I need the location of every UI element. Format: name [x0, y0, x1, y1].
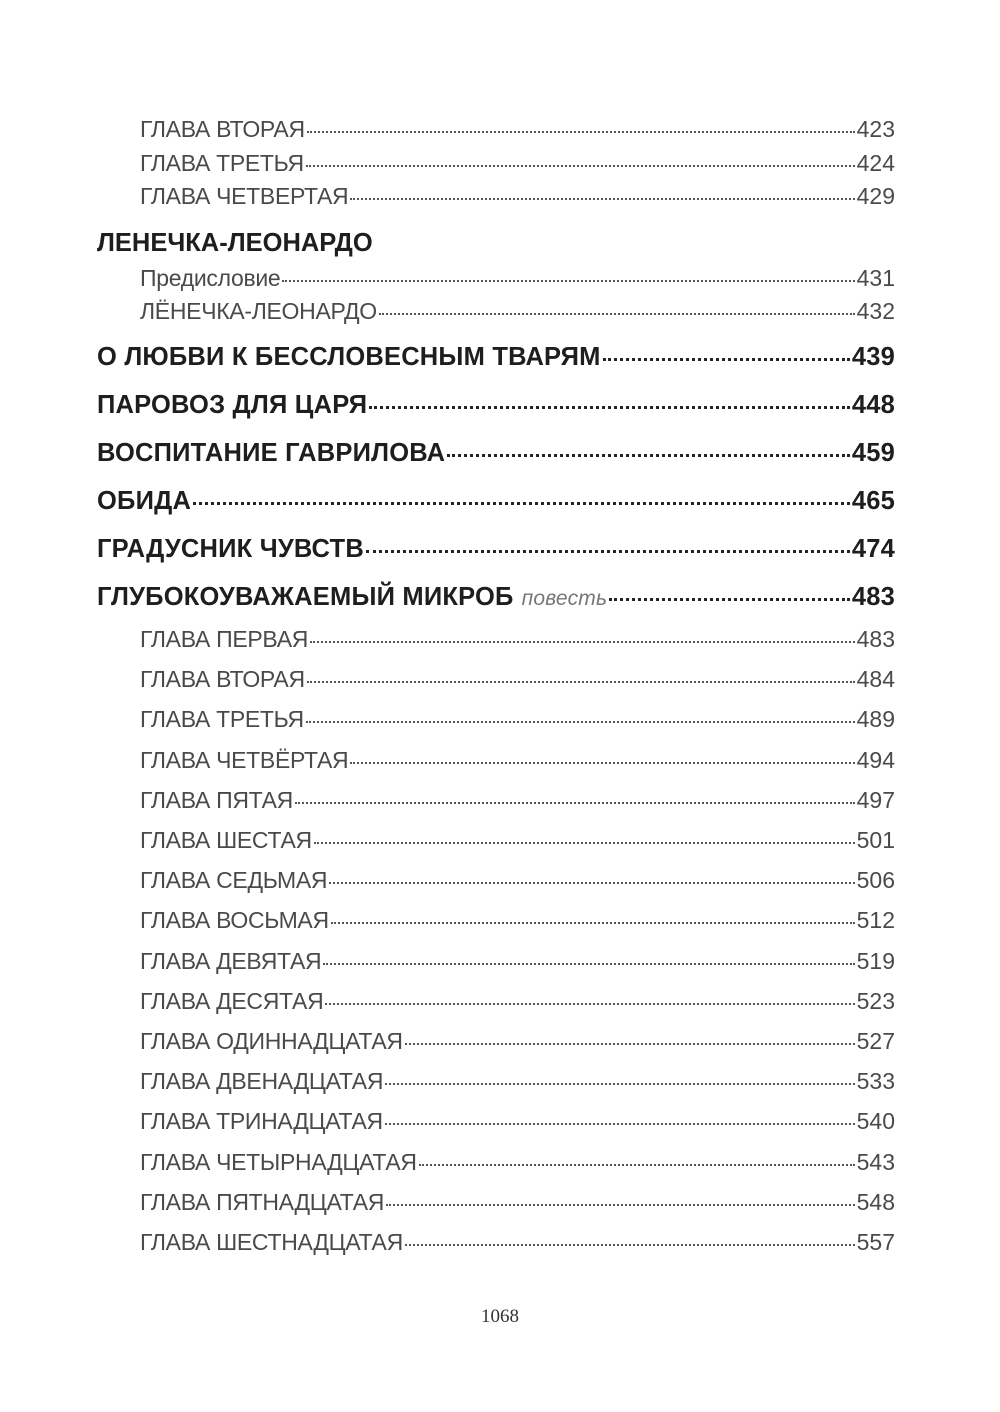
toc-entry-title: ГЛАВА ДЕВЯТАЯ: [140, 947, 322, 974]
toc-entry: [140, 1108, 895, 1140]
toc-entry: [97, 583, 895, 619]
toc-entry-note: повесть: [521, 587, 608, 610]
toc-entry-title: ГЛУБОКОУВАЖАЕМЫЙ МИКРОБ: [97, 583, 514, 611]
toc-entry-page: 465: [851, 487, 895, 515]
toc-entry-page: 523: [856, 987, 895, 1014]
toc-entry-page: 557: [856, 1229, 895, 1255]
toc-entry-title: ЛЕНЕЧКА-ЛЕОНАРДО: [97, 229, 373, 257]
toc-entry: [140, 867, 895, 899]
toc-entry: [140, 1189, 895, 1221]
toc-entry: [140, 626, 895, 658]
toc-entry-page: 439: [851, 343, 895, 371]
dot-leader: [331, 922, 855, 924]
dot-leader: [385, 1123, 855, 1125]
dot-leader: [405, 1043, 855, 1045]
toc-entry-page: 474: [851, 535, 895, 563]
toc-entry: [140, 150, 895, 182]
toc-entry-page: 483: [856, 626, 895, 652]
toc-entry: [140, 1149, 895, 1181]
toc-entry-title: ПАРОВОЗ ДЛЯ ЦАРЯ: [97, 391, 368, 419]
toc-entry: [140, 298, 895, 330]
toc-entry-title: О ЛЮБВИ К БЕССЛОВЕСНЫМ ТВАРЯМ: [97, 343, 601, 371]
toc-entry: [140, 988, 895, 1020]
dot-leader: [405, 1244, 855, 1246]
toc-entry: [140, 265, 895, 297]
dot-leader: [307, 131, 855, 133]
dot-leader: [366, 550, 850, 553]
toc-entry-page: 432: [856, 298, 895, 324]
dot-leader: [609, 598, 850, 601]
toc-entry-page: 459: [851, 439, 895, 467]
toc-entry-title: ГЛАВА ОДИННАДЦАТАЯ: [140, 1028, 403, 1054]
toc-entry-page: 424: [856, 150, 895, 176]
dot-leader: [350, 198, 854, 200]
toc-entry: [140, 948, 895, 980]
toc-entry: [140, 116, 895, 148]
dot-leader: [386, 1204, 855, 1206]
toc-entry-page: 540: [856, 1108, 895, 1135]
dot-leader: [323, 963, 854, 965]
dot-leader: [306, 721, 855, 723]
toc-entry-page: 512: [856, 907, 895, 934]
toc-entry-title: ГЛАВА ВОСЬМАЯ: [140, 907, 329, 934]
dot-leader: [282, 280, 854, 282]
toc-entry-title: ГРАДУСНИК ЧУВСТВ: [97, 535, 364, 563]
toc-entry-page: 483: [851, 583, 895, 611]
toc-entry-title: ЛЁНЕЧКА-ЛЕОНАРДО: [140, 298, 377, 324]
dot-leader: [314, 842, 855, 844]
dot-leader: [295, 802, 855, 804]
toc-entry-page: 506: [856, 867, 895, 894]
toc-entry-title: ГЛАВА СЕДЬМАЯ: [140, 867, 328, 894]
dot-leader: [447, 454, 850, 457]
toc-entry: [140, 183, 895, 215]
dot-leader: [325, 1003, 854, 1005]
toc-entry: [97, 439, 895, 475]
toc-entry-title: ГЛАВА ДВЕНАДЦАТАЯ: [140, 1068, 384, 1095]
toc-entry-page: 489: [856, 706, 895, 733]
dot-leader: [385, 1083, 854, 1085]
toc-entry-title: ГЛАВА ШЕСТНАДЦАТАЯ: [140, 1229, 403, 1255]
toc-entry-title: ГЛАВА ПЯТАЯ: [140, 786, 293, 813]
dot-leader: [306, 165, 855, 167]
page-number: 1068: [481, 1306, 519, 1327]
toc-entry: [140, 747, 895, 779]
toc-entry-title: ГЛАВА ПЕРВАЯ: [140, 626, 309, 652]
toc-entry: [140, 1028, 895, 1060]
toc-entry-title: ГЛАВА ТРЕТЬЯ: [140, 150, 304, 176]
toc-entry-page: 484: [856, 666, 895, 693]
dot-leader: [307, 681, 855, 683]
toc-entry-page: 501: [856, 827, 895, 853]
toc-entry-title: ГЛАВА ЧЕТЫРНАДЦАТАЯ: [140, 1148, 417, 1175]
toc-entry: [97, 343, 895, 379]
dot-leader: [419, 1164, 855, 1166]
toc-entry-title: ВОСПИТАНИЕ ГАВРИЛОВА: [97, 439, 446, 467]
toc-entry-title: Предисловие: [140, 265, 281, 291]
toc-entry-title: ГЛАВА ЧЕТВЕРТАЯ: [140, 183, 349, 209]
toc-entry-page: 543: [856, 1148, 895, 1175]
toc-entry: [140, 787, 895, 819]
toc-entry-page: 494: [856, 746, 895, 773]
toc-entry: [140, 706, 895, 738]
dot-leader: [350, 762, 854, 764]
dot-leader: [379, 313, 855, 315]
toc-entry: [140, 666, 895, 698]
toc-entry: [140, 1229, 895, 1261]
toc-entry-page: 448: [851, 391, 895, 419]
toc-entry-title: ГЛАВА ДЕСЯТАЯ: [140, 987, 324, 1014]
toc-entry-page: 497: [856, 786, 895, 813]
toc-entry-page: 527: [856, 1028, 895, 1054]
toc-entry-title: ГЛАВА ШЕСТАЯ: [140, 827, 312, 853]
toc-entry: [140, 1068, 895, 1100]
toc-entry-page: 431: [856, 265, 895, 291]
toc-entry: [140, 827, 895, 859]
toc-entry: [97, 391, 895, 427]
toc-entry-title: ГЛАВА ВТОРАЯ: [140, 116, 305, 142]
toc-entry-title: ГЛАВА ТРЕТЬЯ: [140, 706, 304, 733]
toc-entry-title: ГЛАВА ТРИНАДЦАТАЯ: [140, 1108, 383, 1135]
toc-entry-page: 429: [856, 183, 895, 209]
toc-entry-title: ГЛАВА ЧЕТВЁРТАЯ: [140, 746, 349, 773]
toc-entry-page: 533: [856, 1068, 895, 1095]
toc-entry-title: ГЛАВА ВТОРАЯ: [140, 666, 305, 693]
toc-entry-title: ОБИДА: [97, 487, 192, 515]
toc-entry-title: ГЛАВА ПЯТНАДЦАТАЯ: [140, 1188, 385, 1215]
dot-leader: [369, 406, 850, 409]
toc-section-heading: [97, 229, 895, 258]
toc-entry-page: 519: [856, 947, 895, 974]
toc-entry: [140, 907, 895, 939]
dot-leader: [310, 641, 855, 643]
toc-entry-page: 548: [856, 1188, 895, 1215]
dot-leader: [603, 358, 850, 361]
dot-leader: [193, 502, 850, 505]
toc-entry-page: 423: [856, 116, 895, 142]
dot-leader: [329, 882, 854, 884]
toc-entry: [97, 487, 895, 523]
toc-entry: [97, 535, 895, 571]
